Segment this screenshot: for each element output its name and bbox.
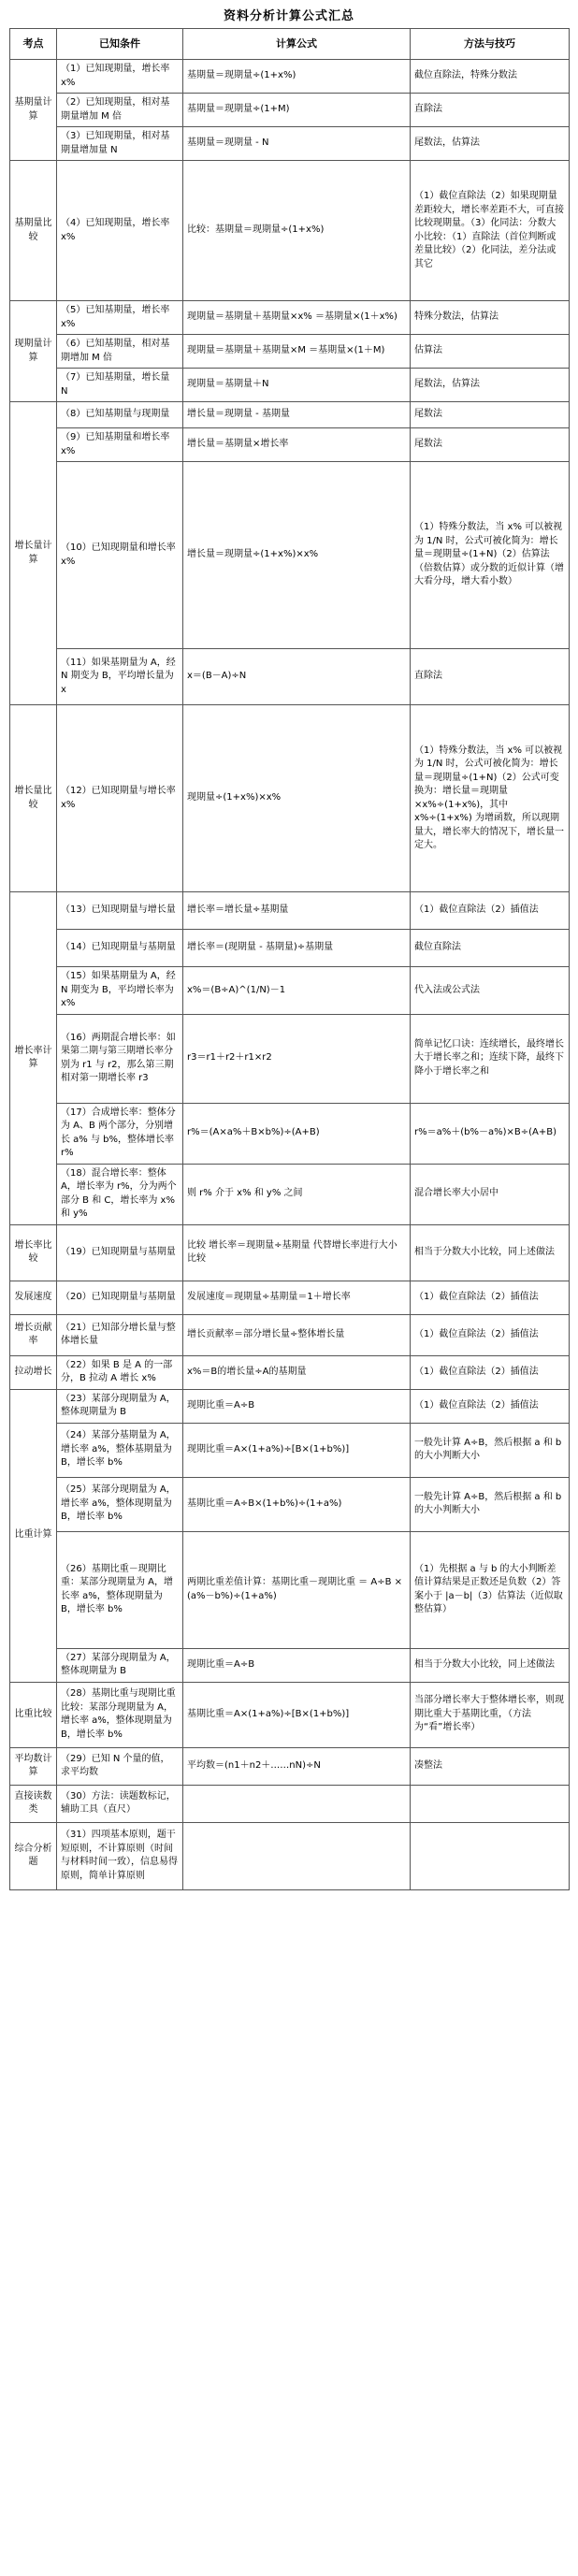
category-cell: 比重计算 [10, 1389, 57, 1682]
method-cell: 简单记忆口诀：连续增长，最终增长大于增长率之和；连续下降，最终下降小于增长率之和 [411, 1014, 570, 1103]
table-row [10, 428, 570, 462]
method-cell: 一般先计算 A÷B，然后根据 a 和 b 的大小判断大小 [411, 1423, 570, 1477]
table-row [10, 1648, 570, 1682]
condition-cell: （14）已知现期量与基期量 [57, 930, 183, 967]
table-row [10, 1785, 570, 1822]
formula-cell: 现期量÷(1+x%)×x% [183, 705, 411, 892]
condition-cell: （3）已知现期量，相对基期量增加量 N [57, 127, 183, 161]
condition-cell: （17）合成增长率：整体分为 A、B 两个部分，分别增长 a% 与 b%，整体增长率 r% [57, 1103, 183, 1164]
method-cell: 截位直除法，特殊分数法 [411, 60, 570, 94]
method-cell: 相当于分数大小比较，同上述做法 [411, 1224, 570, 1281]
formula-cell: 基期量＝现期量 - N [183, 127, 411, 161]
method-cell: 凑整法 [411, 1747, 570, 1785]
formula-cell: 增长率＝增长量÷基期量 [183, 892, 411, 930]
condition-cell: （10）已知现期量和增长率 x% [57, 462, 183, 649]
method-cell: （1）截位直除法（2）插值法 [411, 1281, 570, 1314]
formula-cell: 比较：基期量＝现期量÷(1+x%) [183, 161, 411, 301]
header-method: 方法与技巧 [411, 29, 570, 60]
method-cell: 尾数法 [411, 428, 570, 462]
condition-cell: （5）已知基期量，增长率 x% [57, 301, 183, 335]
method-cell: 直除法 [411, 94, 570, 127]
method-cell: （1）先根据 a 与 b 的大小判断差值计算结果是正数还是负数（2）答案小于 |a－b|（3）估算法（近似取整估算） [411, 1531, 570, 1648]
condition-cell: （16）两期混合增长率：如果第二期与第三期增长率分别为 r1 与 r2，那么第三期相对第一期增长率 r3 [57, 1014, 183, 1103]
method-cell: （1）截位直除法（2）插值法 [411, 1314, 570, 1355]
table-header-row [10, 29, 570, 60]
table-row [10, 1477, 570, 1531]
condition-cell: （27）某部分现期量为 A，整体现期量为 B [57, 1648, 183, 1682]
table-row [10, 1164, 570, 1224]
table-row [10, 1355, 570, 1389]
condition-cell: （25）某部分现期量为 A，增长率 a%，整体现期量为 B，增长率 b% [57, 1477, 183, 1531]
condition-cell: （7）已知基期量，增长量 N [57, 369, 183, 402]
category-cell: 拉动增长 [10, 1355, 57, 1389]
condition-cell: （4）已知现期量，增长率 x% [57, 161, 183, 301]
condition-cell: （28）基期比重与现期比重比较：某部分现期量为 A，增长率 a%，整体现期量为 B，增长率 b% [57, 1682, 183, 1747]
table-row [10, 402, 570, 428]
method-cell: （1）截位直除法（2）插值法 [411, 1355, 570, 1389]
method-cell: 混合增长率大小居中 [411, 1164, 570, 1224]
method-cell: 截位直除法 [411, 930, 570, 967]
page-title: 资料分析计算公式汇总 [223, 9, 354, 23]
formula-cell: x＝(B－A)÷N [183, 649, 411, 705]
table-row [10, 1224, 570, 1281]
method-cell: 尾数法 [411, 402, 570, 428]
condition-cell: （22）如果 B 是 A 的一部分，B 拉动 A 增长 x% [57, 1355, 183, 1389]
category-cell: 增长量计算 [10, 402, 57, 705]
table-row [10, 60, 570, 94]
condition-cell: （13）已知现期量与增长量 [57, 892, 183, 930]
formula-cell: 现期量＝基期量＋基期量×x% ＝基期量×(1＋x%) [183, 301, 411, 335]
formula-cell: 平均数＝(n1＋n2＋……nN)÷N [183, 1747, 411, 1785]
method-cell: 当部分增长率大于整体增长率，则现期比重大于基期比重，（方法为“看”增长率） [411, 1682, 570, 1747]
method-cell: （1）截位直除法（2）如果现期量差距较大，增长率差距不大，可直接比较现期量。（3）化同法：分数大小比较：（1）直除法（首位判断或差量比较）（2）化同法，差分法或其它 [411, 161, 570, 301]
table-row [10, 94, 570, 127]
formula-cell: 发展速度＝现期量÷基期量＝1＋增长率 [183, 1281, 411, 1314]
category-cell: 增长率计算 [10, 892, 57, 1225]
condition-cell: （6）已知基期量，相对基期增加 M 倍 [57, 335, 183, 369]
condition-cell: （31）四项基本原则，题干短原则，不计算原则（时间与材料时间一致），信息易得原则，简单计算原则 [57, 1822, 183, 1889]
condition-cell: （8）已知基期量与现期量 [57, 402, 183, 428]
category-cell: 发展速度 [10, 1281, 57, 1314]
method-cell: r%＝a%＋(b%－a%)×B÷(A+B) [411, 1103, 570, 1164]
condition-cell: （24）某部分基期量为 A，增长率 a%，整体基期量为 B，增长率 b% [57, 1423, 183, 1477]
category-cell: 增长率比较 [10, 1224, 57, 1281]
condition-cell: （19）已知现期量与基期量 [57, 1224, 183, 1281]
category-cell: 基期量比较 [10, 161, 57, 301]
method-cell: 代入法或公式法 [411, 967, 570, 1015]
category-cell: 增长贡献率 [10, 1314, 57, 1355]
category-cell: 平均数计算 [10, 1747, 57, 1785]
formula-cell: 增长量＝现期量 - 基期量 [183, 402, 411, 428]
table-row [10, 127, 570, 161]
table-row [10, 161, 570, 301]
condition-cell: （18）混合增长率：整体 A，增长率为 r%，分为两个部分 B 和 C，增长率为 x% 和 y% [57, 1164, 183, 1224]
table-row [10, 892, 570, 930]
table-row [10, 930, 570, 967]
table-row [10, 1423, 570, 1477]
formula-cell [183, 1822, 411, 1889]
formula-cell: 现期比重＝A×(1+a%)÷[B×(1+b%)] [183, 1423, 411, 1477]
formula-cell: 则 r% 介于 x% 和 y% 之间 [183, 1164, 411, 1224]
formula-cell: 增长率＝(现期量 - 基期量)÷基期量 [183, 930, 411, 967]
method-cell: （1）截位直除法（2）插值法 [411, 892, 570, 930]
formula-cell [183, 1785, 411, 1822]
formula-cell: 现期比重＝A÷B [183, 1389, 411, 1423]
table-row [10, 1014, 570, 1103]
category-cell: 综合分析题 [10, 1822, 57, 1889]
condition-cell: （1）已知现期量，增长率 x% [57, 60, 183, 94]
header-formula: 计算公式 [183, 29, 411, 60]
method-cell [411, 1822, 570, 1889]
table-row [10, 967, 570, 1015]
method-cell: 一般先计算 A÷B，然后根据 a 和 b 的大小判断大小 [411, 1477, 570, 1531]
table-row [10, 1389, 570, 1423]
formula-cell: 基期量＝现期量÷(1+x%) [183, 60, 411, 94]
category-cell: 比重比较 [10, 1682, 57, 1747]
formula-cell: 现期比重＝A÷B [183, 1648, 411, 1682]
condition-cell: （21）已知部分增长量与整体增长量 [57, 1314, 183, 1355]
category-cell: 基期量计算 [10, 60, 57, 161]
formula-cell: r3＝r1＋r2＋r1×r2 [183, 1014, 411, 1103]
table-row [10, 1747, 570, 1785]
formula-cell: 基期比重＝A÷B×(1+b%)÷(1+a%) [183, 1477, 411, 1531]
category-cell: 增长量比较 [10, 705, 57, 892]
category-cell: 直接读数类 [10, 1785, 57, 1822]
method-cell: 特殊分数法，估算法 [411, 301, 570, 335]
method-cell: （1）截位直除法（2）插值法 [411, 1389, 570, 1423]
table-row [10, 335, 570, 369]
table-row [10, 1103, 570, 1164]
formula-cell: 两期比重差值计算：基期比重－现期比重 ＝ A÷B × (a%－b%)÷(1+a%) [183, 1531, 411, 1648]
formula-cell: r%＝(A×a%＋B×b%)÷(A+B) [183, 1103, 411, 1164]
method-cell: 尾数法，估算法 [411, 127, 570, 161]
formula-cell: 现期量＝基期量＋N [183, 369, 411, 402]
table-row [10, 705, 570, 892]
formula-cell: x%＝B的增长量÷A的基期量 [183, 1355, 411, 1389]
condition-cell: （20）已知现期量与基期量 [57, 1281, 183, 1314]
table-row [10, 649, 570, 705]
condition-cell: （23）某部分现期量为 A，整体现期量为 B [57, 1389, 183, 1423]
method-cell: 相当于分数大小比较，同上述做法 [411, 1648, 570, 1682]
condition-cell: （29）已知 N 个量的值，求平均数 [57, 1747, 183, 1785]
method-cell [411, 1785, 570, 1822]
method-cell: （1）特殊分数法，当 x% 可以被视为 1/N 时，公式可被化简为：增长量＝现期量÷(1+N)（2）公式可变换为：增长量＝现期量×x%÷(1+x%)，其中 x%÷(1+x%) 为增函数，所以现期量大，增长率大的情况下，增长量一定大。 [411, 705, 570, 892]
table-row [10, 1682, 570, 1747]
formula-cell: 比较 增长率＝现期量÷基期量 代替增长率进行大小比较 [183, 1224, 411, 1281]
formula-cell: 增长量＝现期量÷(1+x%)×x% [183, 462, 411, 649]
formula-table [9, 28, 570, 1890]
table-row [10, 1281, 570, 1314]
formula-cell: 基期比重＝A×(1+a%)÷[B×(1+b%)] [183, 1682, 411, 1747]
condition-cell: （26）基期比重－现期比重：某部分现期量为 A，增长率 a%，整体现期量为 B，增长率 b% [57, 1531, 183, 1648]
table-row [10, 1822, 570, 1889]
formula-cell: 增长量＝基期量×增长率 [183, 428, 411, 462]
method-cell: 尾数法，估算法 [411, 369, 570, 402]
condition-cell: （15）如果基期量为 A，经 N 期变为 B，平均增长率为 x% [57, 967, 183, 1015]
table-row [10, 1531, 570, 1648]
formula-cell: x%＝(B÷A)^(1/N)－1 [183, 967, 411, 1015]
method-cell: 估算法 [411, 335, 570, 369]
table-row [10, 301, 570, 335]
condition-cell: （12）已知现期量与增长率 x% [57, 705, 183, 892]
header-condition: 已知条件 [57, 29, 183, 60]
method-cell: 直除法 [411, 649, 570, 705]
table-row [10, 462, 570, 649]
condition-cell: （9）已知基期量和增长率 x% [57, 428, 183, 462]
condition-cell: （11）如果基期量为 A，经 N 期变为 B，平均增长量为 x [57, 649, 183, 705]
condition-cell: （30）方法：读题数标记，辅助工具（直尺） [57, 1785, 183, 1822]
table-row [10, 369, 570, 402]
formula-cell: 现期量＝基期量＋基期量×M ＝基期量×(1＋M) [183, 335, 411, 369]
category-cell: 现期量计算 [10, 301, 57, 402]
formula-cell: 增长贡献率＝部分增长量÷整体增长量 [183, 1314, 411, 1355]
method-cell: （1）特殊分数法，当 x% 可以被视为 1/N 时，公式可被化简为：增长量＝现期量÷(1+N)（2）估算法（倍数估算）或分数的近似计算（增大看分母，增大看小数） [411, 462, 570, 649]
condition-cell: （2）已知现期量，相对基期量增加 M 倍 [57, 94, 183, 127]
formula-cell: 基期量＝现期量÷(1+M) [183, 94, 411, 127]
table-row [10, 1314, 570, 1355]
header-topic: 考点 [10, 29, 57, 60]
